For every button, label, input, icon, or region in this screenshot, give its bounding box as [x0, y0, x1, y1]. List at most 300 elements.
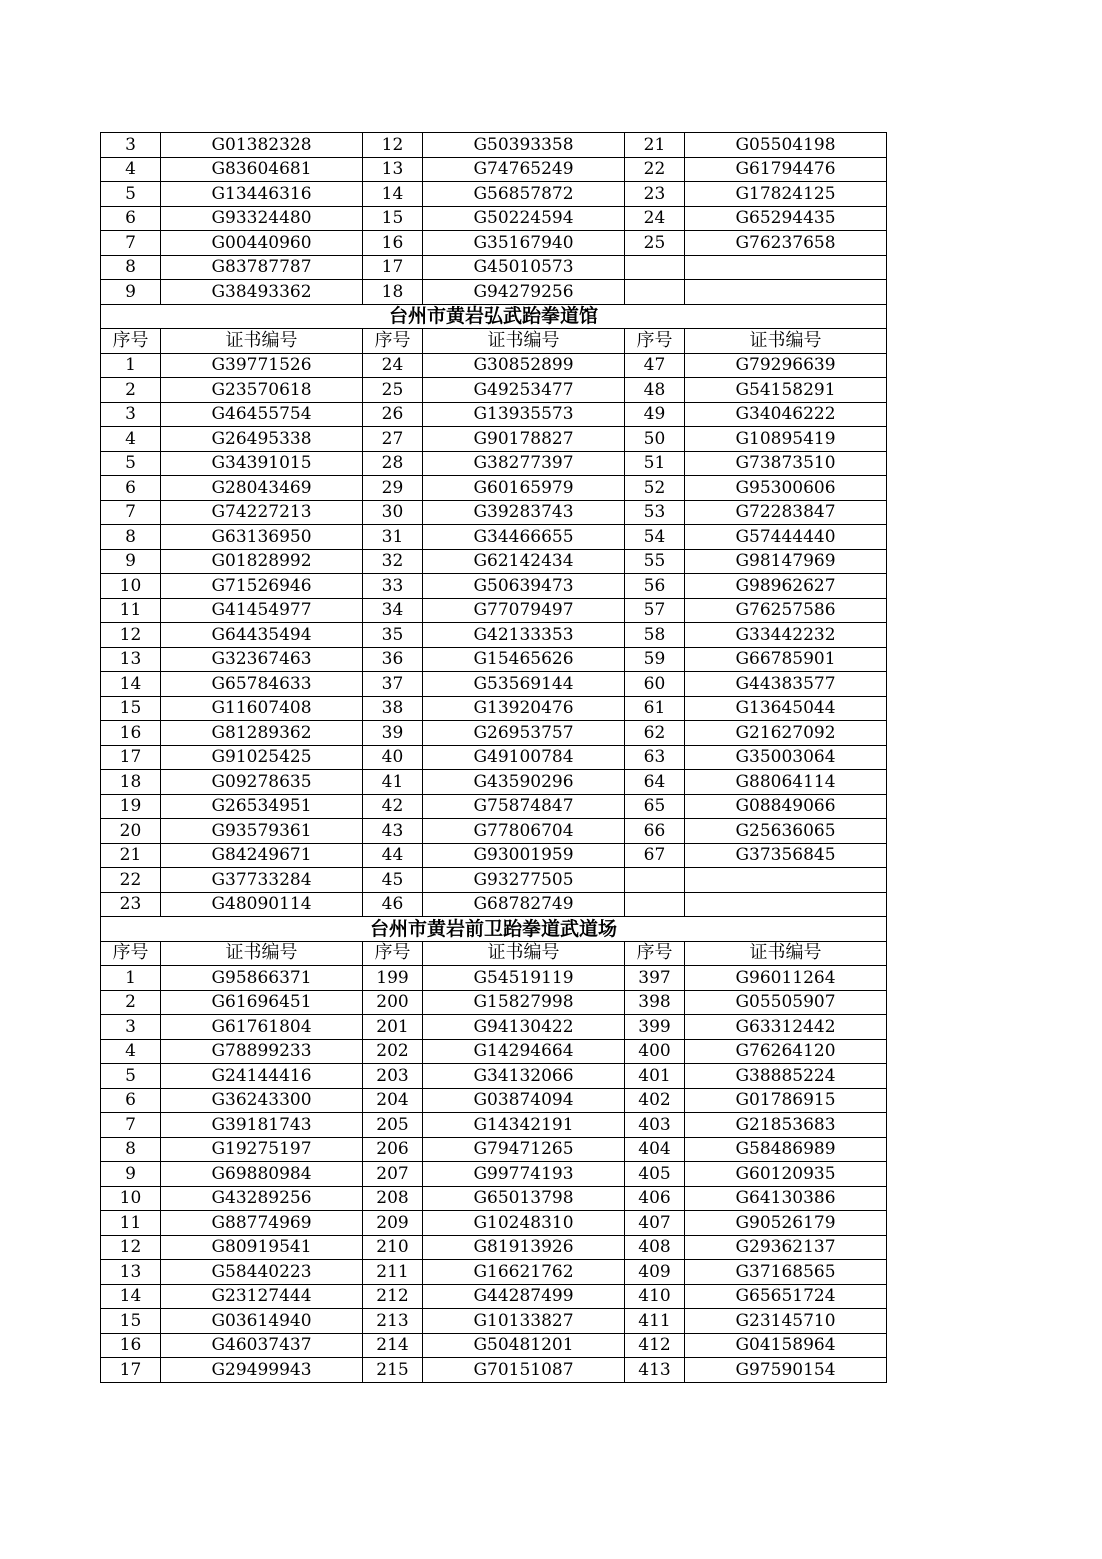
- certificate-no-cell: G38277397: [423, 451, 625, 476]
- certificate-no-cell: G38493362: [161, 280, 363, 305]
- certificate-no-cell: G66785901: [685, 647, 887, 672]
- table-row: [101, 1186, 887, 1211]
- serial-cell: 12: [101, 1235, 161, 1260]
- certificate-no-cell: G61696451: [161, 990, 363, 1015]
- table-row: [101, 1309, 887, 1334]
- serial-cell: 212: [363, 1284, 423, 1309]
- table-row: [101, 990, 887, 1015]
- certificate-no-cell: G54519119: [423, 966, 625, 991]
- certificate-no-cell: G43289256: [161, 1186, 363, 1211]
- serial-cell: 10: [101, 1186, 161, 1211]
- serial-cell: 63: [625, 745, 685, 770]
- serial-cell: 15: [101, 696, 161, 721]
- serial-cell: 34: [363, 598, 423, 623]
- header-row: [101, 329, 887, 354]
- certificate-no-cell: G83604681: [161, 157, 363, 182]
- certificate-no-cell: G50393358: [423, 133, 625, 158]
- certificate-no-cell: G13935573: [423, 402, 625, 427]
- table-row: [101, 182, 887, 207]
- header-certificate-no: 证书编号: [161, 941, 363, 966]
- table-row: [101, 892, 887, 917]
- table-row: [101, 574, 887, 599]
- certificate-no-cell: G93277505: [423, 868, 625, 893]
- certificate-table: [100, 132, 887, 1383]
- certificate-no-cell: G39283743: [423, 500, 625, 525]
- certificate-no-cell: G76257586: [685, 598, 887, 623]
- table-row: [101, 1015, 887, 1040]
- certificate-no-cell: G24144416: [161, 1064, 363, 1089]
- serial-cell: 13: [101, 1260, 161, 1285]
- table-row: [101, 1137, 887, 1162]
- table-row: [101, 231, 887, 256]
- certificate-no-cell: G08849066: [685, 794, 887, 819]
- certificate-no-cell: [685, 892, 887, 917]
- serial-cell: 13: [101, 647, 161, 672]
- certificate-no-cell: G74765249: [423, 157, 625, 182]
- certificate-no-cell: G61761804: [161, 1015, 363, 1040]
- serial-cell: 46: [363, 892, 423, 917]
- header-serial: 序号: [363, 941, 423, 966]
- table-row: [101, 133, 887, 158]
- certificate-no-cell: G84249671: [161, 843, 363, 868]
- serial-cell: 206: [363, 1137, 423, 1162]
- certificate-no-cell: G98147969: [685, 549, 887, 574]
- certificate-no-cell: G00440960: [161, 231, 363, 256]
- serial-cell: 16: [101, 1333, 161, 1358]
- serial-cell: 208: [363, 1186, 423, 1211]
- certificate-no-cell: G35167940: [423, 231, 625, 256]
- certificate-no-cell: [685, 868, 887, 893]
- section-title: 台州市黄岩前卫跆拳道武道场: [101, 917, 887, 942]
- certificate-no-cell: G14342191: [423, 1113, 625, 1138]
- certificate-no-cell: G80919541: [161, 1235, 363, 1260]
- header-certificate-no: 证书编号: [423, 329, 625, 354]
- table-row: [101, 1333, 887, 1358]
- certificate-no-cell: G63136950: [161, 525, 363, 550]
- serial-cell: 17: [363, 255, 423, 280]
- serial-cell: 16: [101, 721, 161, 746]
- certificate-no-cell: G04158964: [685, 1333, 887, 1358]
- certificate-no-cell: G71526946: [161, 574, 363, 599]
- serial-cell: 7: [101, 231, 161, 256]
- serial-cell: 55: [625, 549, 685, 574]
- table-row: [101, 794, 887, 819]
- certificate-no-cell: G79296639: [685, 353, 887, 378]
- certificate-no-cell: G35003064: [685, 745, 887, 770]
- table-row: [101, 1211, 887, 1236]
- serial-cell: 207: [363, 1162, 423, 1187]
- serial-cell: 48: [625, 378, 685, 403]
- serial-cell: 11: [101, 1211, 161, 1236]
- serial-cell: 403: [625, 1113, 685, 1138]
- serial-cell: 8: [101, 525, 161, 550]
- certificate-no-cell: G50224594: [423, 206, 625, 231]
- table-row: [101, 1039, 887, 1064]
- table-row: [101, 451, 887, 476]
- certificate-no-cell: G62142434: [423, 549, 625, 574]
- serial-cell: 210: [363, 1235, 423, 1260]
- table-row: [101, 157, 887, 182]
- serial-cell: 47: [625, 353, 685, 378]
- serial-cell: 37: [363, 672, 423, 697]
- serial-cell: 21: [101, 843, 161, 868]
- serial-cell: 201: [363, 1015, 423, 1040]
- serial-cell: 399: [625, 1015, 685, 1040]
- table-row: [101, 206, 887, 231]
- header-row: [101, 941, 887, 966]
- certificate-no-cell: G99774193: [423, 1162, 625, 1187]
- certificate-no-cell: G15827998: [423, 990, 625, 1015]
- certificate-no-cell: G65651724: [685, 1284, 887, 1309]
- table-row: [101, 1260, 887, 1285]
- certificate-no-cell: G29499943: [161, 1358, 363, 1383]
- serial-cell: 3: [101, 133, 161, 158]
- certificate-no-cell: G09278635: [161, 770, 363, 795]
- serial-cell: 408: [625, 1235, 685, 1260]
- serial-cell: 24: [625, 206, 685, 231]
- certificate-no-cell: G15465626: [423, 647, 625, 672]
- serial-cell: 26: [363, 402, 423, 427]
- serial-cell: [625, 280, 685, 305]
- table-row: [101, 745, 887, 770]
- certificate-no-cell: G34046222: [685, 402, 887, 427]
- serial-cell: 19: [101, 794, 161, 819]
- serial-cell: 14: [363, 182, 423, 207]
- certificate-no-cell: G38885224: [685, 1064, 887, 1089]
- certificate-no-cell: G90178827: [423, 427, 625, 452]
- certificate-no-cell: G53569144: [423, 672, 625, 697]
- serial-cell: 4: [101, 1039, 161, 1064]
- serial-cell: 61: [625, 696, 685, 721]
- certificate-no-cell: G34132066: [423, 1064, 625, 1089]
- certificate-no-cell: G39181743: [161, 1113, 363, 1138]
- serial-cell: 5: [101, 182, 161, 207]
- serial-cell: 66: [625, 819, 685, 844]
- table-row: [101, 402, 887, 427]
- serial-cell: 43: [363, 819, 423, 844]
- certificate-no-cell: G23145710: [685, 1309, 887, 1334]
- certificate-no-cell: G50639473: [423, 574, 625, 599]
- certificate-no-cell: G41454977: [161, 598, 363, 623]
- section-title: 台州市黄岩弘武跆拳道馆: [101, 304, 887, 329]
- certificate-no-cell: G13446316: [161, 182, 363, 207]
- certificate-no-cell: G32367463: [161, 647, 363, 672]
- serial-cell: 200: [363, 990, 423, 1015]
- table-row: [101, 721, 887, 746]
- table-row: [101, 255, 887, 280]
- serial-cell: 56: [625, 574, 685, 599]
- certificate-no-cell: G42133353: [423, 623, 625, 648]
- serial-cell: 22: [101, 868, 161, 893]
- certificate-no-cell: G50481201: [423, 1333, 625, 1358]
- certificate-no-cell: G03874094: [423, 1088, 625, 1113]
- serial-cell: 41: [363, 770, 423, 795]
- certificate-no-cell: G26953757: [423, 721, 625, 746]
- certificate-no-cell: G37733284: [161, 868, 363, 893]
- certificate-no-cell: G56857872: [423, 182, 625, 207]
- certificate-no-cell: G81913926: [423, 1235, 625, 1260]
- certificate-no-cell: G19275197: [161, 1137, 363, 1162]
- serial-cell: 7: [101, 500, 161, 525]
- serial-cell: 45: [363, 868, 423, 893]
- serial-cell: 7: [101, 1113, 161, 1138]
- section-title-row: [101, 917, 887, 942]
- certificate-no-cell: G91025425: [161, 745, 363, 770]
- serial-cell: 6: [101, 1088, 161, 1113]
- certificate-no-cell: G79471265: [423, 1137, 625, 1162]
- certificate-no-cell: G48090114: [161, 892, 363, 917]
- certificate-no-cell: G54158291: [685, 378, 887, 403]
- header-certificate-no: 证书编号: [423, 941, 625, 966]
- serial-cell: 15: [101, 1309, 161, 1334]
- certificate-no-cell: G57444440: [685, 525, 887, 550]
- certificate-no-cell: G72283847: [685, 500, 887, 525]
- serial-cell: 57: [625, 598, 685, 623]
- certificate-no-cell: G26534951: [161, 794, 363, 819]
- table-row: [101, 549, 887, 574]
- table-row: [101, 427, 887, 452]
- serial-cell: 14: [101, 672, 161, 697]
- serial-cell: 36: [363, 647, 423, 672]
- table-row: [101, 623, 887, 648]
- serial-cell: 199: [363, 966, 423, 991]
- certificate-no-cell: G96011264: [685, 966, 887, 991]
- certificate-no-cell: G74227213: [161, 500, 363, 525]
- serial-cell: 44: [363, 843, 423, 868]
- serial-cell: 12: [101, 623, 161, 648]
- certificate-no-cell: G61794476: [685, 157, 887, 182]
- serial-cell: 60: [625, 672, 685, 697]
- serial-cell: [625, 892, 685, 917]
- header-certificate-no: 证书编号: [161, 329, 363, 354]
- serial-cell: 52: [625, 476, 685, 501]
- table-row: [101, 1162, 887, 1187]
- header-certificate-no: 证书编号: [685, 329, 887, 354]
- serial-cell: 30: [363, 500, 423, 525]
- certificate-no-cell: G43590296: [423, 770, 625, 795]
- serial-cell: 401: [625, 1064, 685, 1089]
- certificate-no-cell: G63312442: [685, 1015, 887, 1040]
- serial-cell: 15: [363, 206, 423, 231]
- serial-cell: 16: [363, 231, 423, 256]
- serial-cell: 3: [101, 1015, 161, 1040]
- serial-cell: 8: [101, 255, 161, 280]
- certificate-no-cell: G05505907: [685, 990, 887, 1015]
- certificate-no-cell: G37356845: [685, 843, 887, 868]
- serial-cell: 28: [363, 451, 423, 476]
- certificate-no-cell: [685, 280, 887, 305]
- serial-cell: 397: [625, 966, 685, 991]
- certificate-no-cell: [685, 255, 887, 280]
- table-row: [101, 966, 887, 991]
- certificate-no-cell: G11607408: [161, 696, 363, 721]
- serial-cell: 400: [625, 1039, 685, 1064]
- serial-cell: 6: [101, 206, 161, 231]
- serial-cell: 54: [625, 525, 685, 550]
- serial-cell: 62: [625, 721, 685, 746]
- certificate-no-cell: G77806704: [423, 819, 625, 844]
- serial-cell: 23: [101, 892, 161, 917]
- serial-cell: 203: [363, 1064, 423, 1089]
- certificate-no-cell: G10133827: [423, 1309, 625, 1334]
- certificate-no-cell: G94130422: [423, 1015, 625, 1040]
- serial-cell: [625, 868, 685, 893]
- certificate-no-cell: G46037437: [161, 1333, 363, 1358]
- certificate-no-cell: G88064114: [685, 770, 887, 795]
- certificate-no-cell: G58440223: [161, 1260, 363, 1285]
- serial-cell: 204: [363, 1088, 423, 1113]
- certificate-no-cell: G46455754: [161, 402, 363, 427]
- serial-cell: 58: [625, 623, 685, 648]
- serial-cell: 32: [363, 549, 423, 574]
- serial-cell: 4: [101, 427, 161, 452]
- serial-cell: 8: [101, 1137, 161, 1162]
- certificate-no-cell: G64130386: [685, 1186, 887, 1211]
- serial-cell: 12: [363, 133, 423, 158]
- certificate-no-cell: G93001959: [423, 843, 625, 868]
- certificate-no-cell: G44383577: [685, 672, 887, 697]
- certificate-no-cell: G88774969: [161, 1211, 363, 1236]
- serial-cell: 67: [625, 843, 685, 868]
- serial-cell: 14: [101, 1284, 161, 1309]
- table-row: [101, 868, 887, 893]
- table-row: [101, 525, 887, 550]
- table-row: [101, 1088, 887, 1113]
- serial-cell: 2: [101, 378, 161, 403]
- serial-cell: 59: [625, 647, 685, 672]
- certificate-no-cell: G93579361: [161, 819, 363, 844]
- serial-cell: 407: [625, 1211, 685, 1236]
- table-row: [101, 770, 887, 795]
- certificate-no-cell: G23570618: [161, 378, 363, 403]
- serial-cell: 25: [363, 378, 423, 403]
- serial-cell: 404: [625, 1137, 685, 1162]
- certificate-no-cell: G13920476: [423, 696, 625, 721]
- serial-cell: 205: [363, 1113, 423, 1138]
- serial-cell: 35: [363, 623, 423, 648]
- serial-cell: 9: [101, 1162, 161, 1187]
- certificate-no-cell: G70151087: [423, 1358, 625, 1383]
- serial-cell: 4: [101, 157, 161, 182]
- serial-cell: 38: [363, 696, 423, 721]
- serial-cell: 23: [625, 182, 685, 207]
- serial-cell: 51: [625, 451, 685, 476]
- serial-cell: 6: [101, 476, 161, 501]
- serial-cell: 406: [625, 1186, 685, 1211]
- section-title-row: [101, 304, 887, 329]
- certificate-no-cell: G03614940: [161, 1309, 363, 1334]
- certificate-no-cell: G77079497: [423, 598, 625, 623]
- certificate-no-cell: G65013798: [423, 1186, 625, 1211]
- serial-cell: 9: [101, 280, 161, 305]
- certificate-no-cell: G97590154: [685, 1358, 887, 1383]
- table-row: [101, 672, 887, 697]
- certificate-no-cell: G65294435: [685, 206, 887, 231]
- certificate-no-cell: G39771526: [161, 353, 363, 378]
- table-row: [101, 843, 887, 868]
- serial-cell: 410: [625, 1284, 685, 1309]
- serial-cell: 53: [625, 500, 685, 525]
- certificate-no-cell: G10248310: [423, 1211, 625, 1236]
- certificate-no-cell: G94279256: [423, 280, 625, 305]
- header-serial: 序号: [101, 329, 161, 354]
- certificate-no-cell: G49253477: [423, 378, 625, 403]
- certificate-no-cell: G23127444: [161, 1284, 363, 1309]
- serial-cell: 411: [625, 1309, 685, 1334]
- certificate-no-cell: G64435494: [161, 623, 363, 648]
- serial-cell: 24: [363, 353, 423, 378]
- serial-cell: 20: [101, 819, 161, 844]
- certificate-no-cell: G83787787: [161, 255, 363, 280]
- table-row: [101, 280, 887, 305]
- serial-cell: 11: [101, 598, 161, 623]
- table-row: [101, 598, 887, 623]
- header-serial: 序号: [101, 941, 161, 966]
- certificate-no-cell: G13645044: [685, 696, 887, 721]
- table-row: [101, 1064, 887, 1089]
- serial-cell: 2: [101, 990, 161, 1015]
- certificate-no-cell: G60120935: [685, 1162, 887, 1187]
- serial-cell: 1: [101, 966, 161, 991]
- serial-cell: 64: [625, 770, 685, 795]
- serial-cell: 21: [625, 133, 685, 158]
- certificate-no-cell: G29362137: [685, 1235, 887, 1260]
- certificate-no-cell: G45010573: [423, 255, 625, 280]
- certificate-no-cell: G93324480: [161, 206, 363, 231]
- header-serial: 序号: [625, 941, 685, 966]
- serial-cell: 9: [101, 549, 161, 574]
- table-row: [101, 696, 887, 721]
- certificate-no-cell: G75874847: [423, 794, 625, 819]
- header-serial: 序号: [625, 329, 685, 354]
- certificate-no-cell: G25636065: [685, 819, 887, 844]
- serial-cell: 17: [101, 1358, 161, 1383]
- certificate-no-cell: G33442232: [685, 623, 887, 648]
- serial-cell: 202: [363, 1039, 423, 1064]
- table-row: [101, 500, 887, 525]
- certificate-no-cell: G01828992: [161, 549, 363, 574]
- serial-cell: 13: [363, 157, 423, 182]
- serial-cell: 1: [101, 353, 161, 378]
- certificate-no-cell: G76264120: [685, 1039, 887, 1064]
- serial-cell: 213: [363, 1309, 423, 1334]
- serial-cell: 409: [625, 1260, 685, 1285]
- serial-cell: 209: [363, 1211, 423, 1236]
- serial-cell: 29: [363, 476, 423, 501]
- serial-cell: 22: [625, 157, 685, 182]
- certificate-no-cell: G26495338: [161, 427, 363, 452]
- serial-cell: [625, 255, 685, 280]
- serial-cell: 402: [625, 1088, 685, 1113]
- certificate-no-cell: G76237658: [685, 231, 887, 256]
- serial-cell: 215: [363, 1358, 423, 1383]
- serial-cell: 49: [625, 402, 685, 427]
- table-row: [101, 378, 887, 403]
- serial-cell: 25: [625, 231, 685, 256]
- serial-cell: 50: [625, 427, 685, 452]
- serial-cell: 211: [363, 1260, 423, 1285]
- certificate-no-cell: G34391015: [161, 451, 363, 476]
- serial-cell: 10: [101, 574, 161, 599]
- table-row: [101, 1235, 887, 1260]
- serial-cell: 405: [625, 1162, 685, 1187]
- certificate-no-cell: G37168565: [685, 1260, 887, 1285]
- certificate-no-cell: G68782749: [423, 892, 625, 917]
- serial-cell: 17: [101, 745, 161, 770]
- table-row: [101, 1358, 887, 1383]
- certificate-no-cell: G36243300: [161, 1088, 363, 1113]
- serial-cell: 31: [363, 525, 423, 550]
